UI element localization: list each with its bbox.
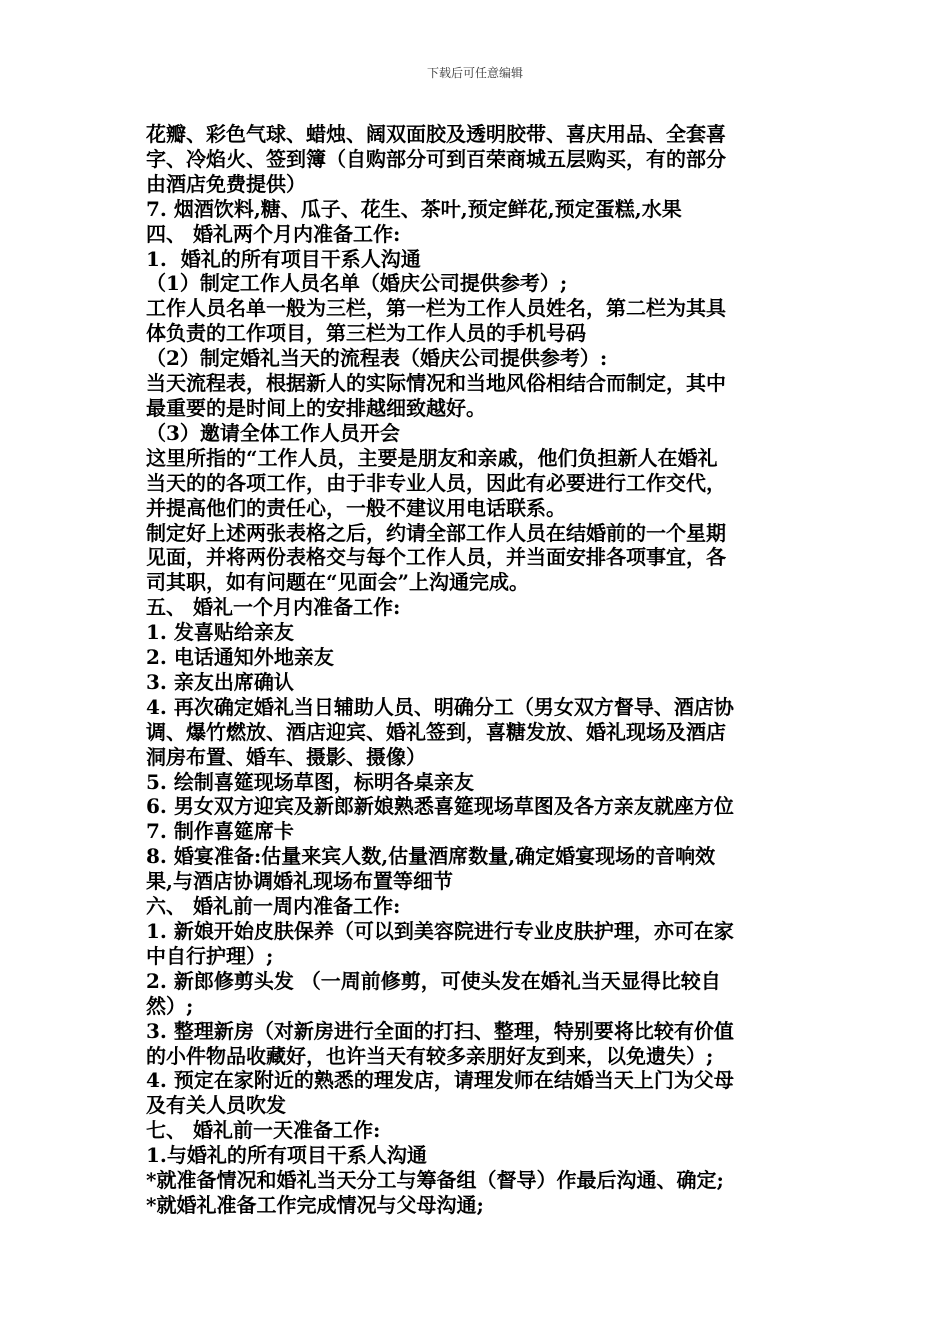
text-line: 工作人员名单一般为三栏，第一栏为工作人员姓名，第二栏为其具 [146,296,726,321]
text-line: 中自行护理）; [146,943,274,968]
text-line: 1.与婚礼的所有项目干系人沟通 [146,1143,427,1168]
text-line: 果,与酒店协调婚礼现场布置等细节 [146,869,453,894]
text-line: 1. 新娘开始皮肤保养（可以到美容院进行专业皮肤护理，亦可在家 [146,919,734,943]
text-line: 的小件物品收藏好，也许当天有较多亲朋好友到来，以免遗失）; [146,1043,714,1068]
text-line: 洞房布置、婚车、摄影、摄像） [146,744,426,769]
text-line: 由酒店免费提供） [146,171,306,196]
text-line: 3. 整理新房（对新房进行全面的打扫、整理，特别要将比较有价值 [146,1018,734,1043]
text-line: 当天的的各项工作，由于非专业人员，因此有必要进行工作交代， [146,470,726,495]
text-line: 及有关人员吹发 [146,1093,286,1118]
text-line: （3）邀请全体工作人员开会 [146,420,400,445]
section-heading: 五、 婚礼一个月内准备工作: [146,595,401,620]
text-line: 5. 绘制喜筵现场草图，标明各桌亲友 [146,769,474,794]
text-line: 2. 电话通知外地亲友 [146,645,334,670]
text-line: 这里所指的“工作人员，主要是朋友和亲戚，他们负担新人在婚礼 [146,445,718,470]
text-line: 6. 男女双方迎宾及新郎新娘熟悉喜筵现场草图及各方亲友就座方位 [146,794,734,819]
text-line: 当天流程表，根据新人的实际情况和当地风俗相结合而制定，其中 [146,371,726,396]
text-line: 8. 婚宴准备:估量来宾人数,估量酒席数量,确定婚宴现场的音响效 [146,844,716,869]
text-line: 1. 发喜贴给亲友 [146,620,294,645]
text-line: 7. 烟酒饮料,糖、瓜子、花生、茶叶,预定鲜花,预定蛋糕,水果 [146,196,682,221]
text-line: 制定好上述两张表格之后，约请全部工作人员在结婚前的一个星期 [146,520,726,545]
text-line: 体负责的工作项目，第三栏为工作人员的手机号码 [146,321,586,346]
text-line: 1. 婚礼的所有项目干系人沟通 [146,246,421,271]
text-line: *就准备情况和婚礼当天分工与筹备组（督导）作最后沟通、确定; [146,1168,724,1193]
section-heading: 四、 婚礼两个月内准备工作: [146,221,401,246]
text-line: 然）; [146,993,194,1018]
page-header-note: 下载后可任意编辑 [426,66,523,80]
text-line: 最重要的是时间上的安排越细致越好。 [146,395,486,420]
text-line: 调、爆竹燃放、酒店迎宾、婚礼签到，喜糖发放、婚礼现场及酒店 [146,719,726,744]
text-line: 2. 新郎修剪头发 （一周前修剪，可使头发在婚礼当天显得比较自 [146,968,721,993]
text-line: 司其职，如有问题在“见面会”上沟通完成。 [146,570,530,595]
text-line: 7. 制作喜筵席卡 [146,819,294,844]
text-line: 字、冷焰火、签到簿（自购部分可到百荣商城五层购买，有的部分 [146,146,726,171]
text-line: 4. 再次确定婚礼当日辅助人员、明确分工（男女双方督导、酒店协 [146,694,734,719]
text-line: 见面，并将两份表格交与每个工作人员，并当面安排各项事宜，各 [146,545,726,570]
text-line: 并提高他们的责任心，一般不建议用电话联系。 [146,495,566,520]
text-line: （2）制定婚礼当天的流程表（婚庆公司提供参考）: [146,346,608,371]
text-line: 花瓣、彩色气球、蜡烛、阔双面胶及透明胶带、喜庆用品、全套喜 [146,122,726,146]
text-line: *就婚礼准备工作完成情况与父母沟通; [146,1192,484,1217]
text-line: （1）制定工作人员名单（婚庆公司提供参考）; [146,271,568,296]
text-line: 4. 预定在家附近的熟悉的理发店，请理发师在结婚当天上门为父母 [146,1068,734,1093]
document-body [146,122,810,1218]
section-heading: 六、 婚礼前一周内准备工作: [146,894,401,919]
text-line: 3. 亲友出席确认 [146,669,294,694]
section-heading: 七、 婚礼前一天准备工作: [146,1118,381,1143]
